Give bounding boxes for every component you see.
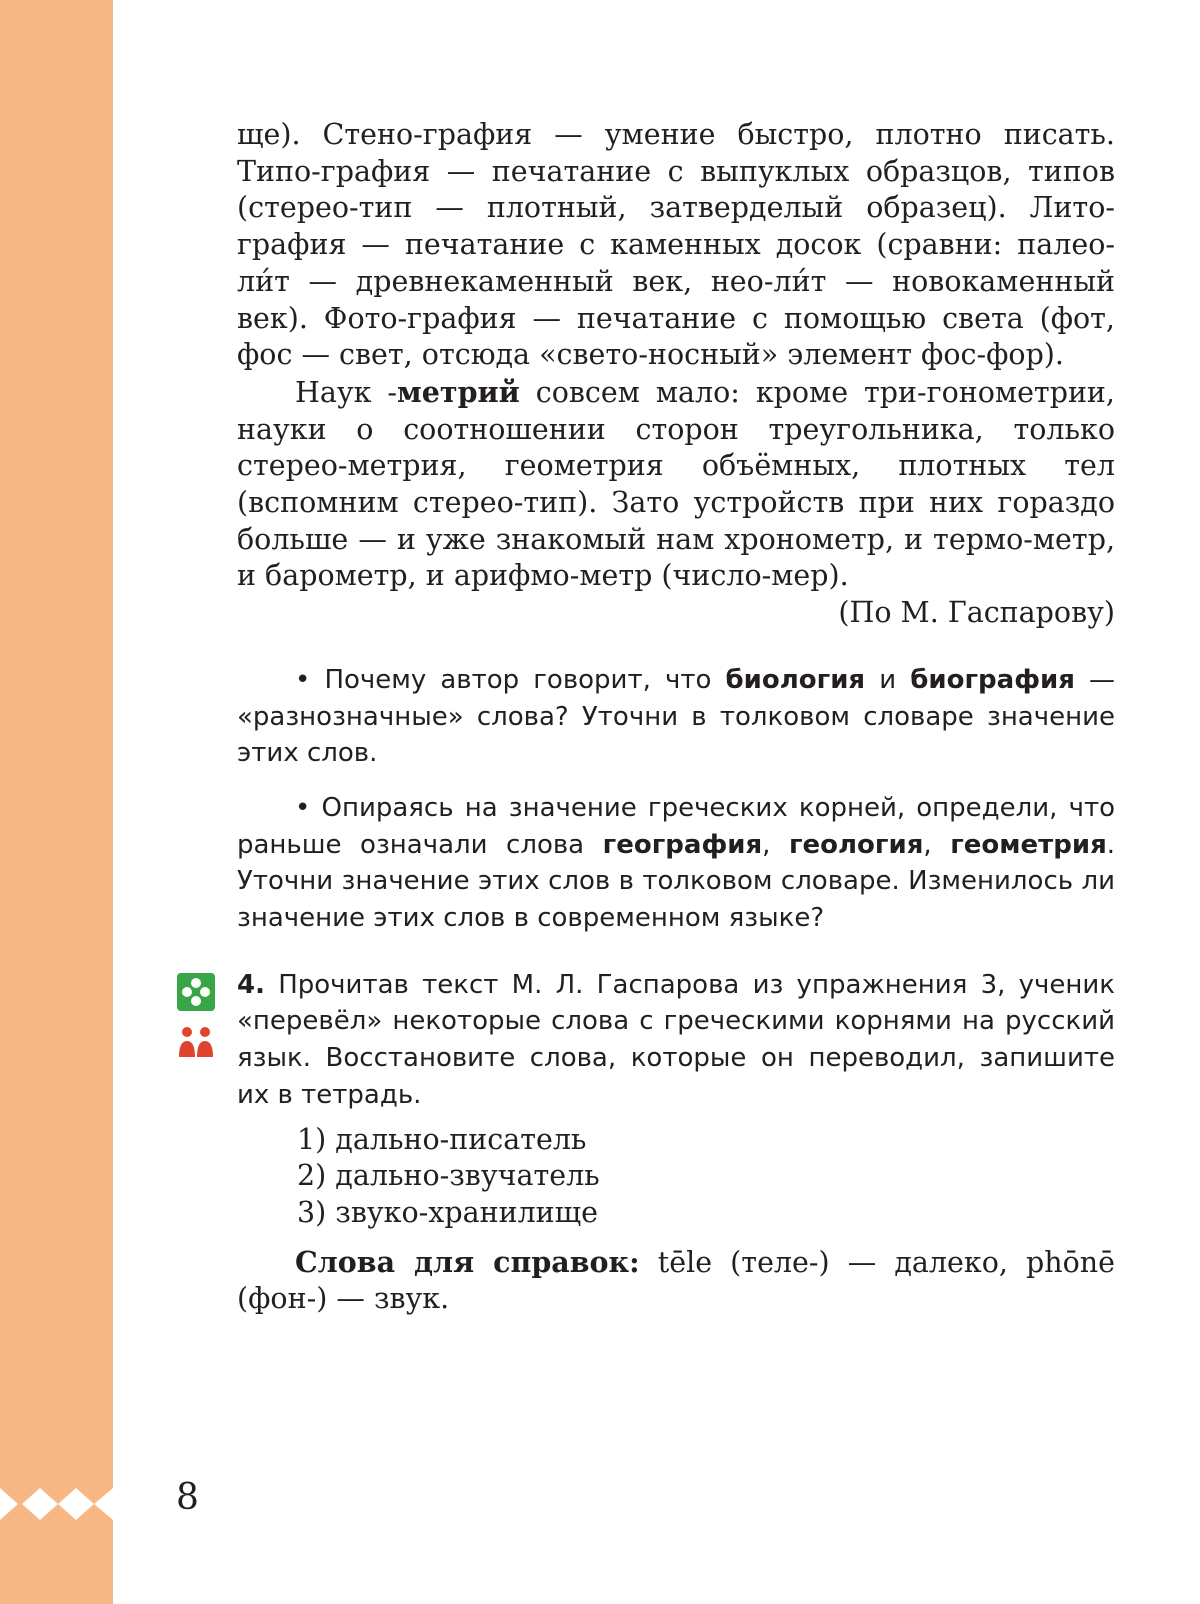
passage-paragraph-2 — [237, 374, 1115, 595]
question-text: . Уточни значение этих слов в толковом словаре. Изменилось ли значение этих слов в современном языке? — [237, 829, 1116, 934]
word-list — [297, 1122, 1115, 1232]
bullet: • — [295, 792, 311, 823]
list-item: 2) дально-звучатель — [297, 1159, 600, 1193]
ornament-pattern-icon — [0, 1484, 113, 1524]
list-item: 1) дально-писатель — [297, 1122, 587, 1156]
question-text: — «разнозначные» слова? Уточни в толковом словаре значение этих слов. — [237, 664, 1116, 769]
question-text: , — [762, 829, 789, 860]
exercise-4 — [237, 967, 1115, 1318]
page-content — [237, 117, 1115, 1318]
page-number: 8 — [176, 1477, 199, 1518]
bold-term: геология — [788, 829, 924, 860]
reference-text: tēle (теле-) — далеко, phōnē (фон-) — звук. — [237, 1245, 1115, 1316]
reference-label: Слова для справок: — [295, 1244, 640, 1279]
question-text: Почему автор говорит, что — [310, 664, 726, 695]
question-text: , — [923, 829, 951, 860]
question-2 — [237, 790, 1115, 937]
bold-term: биография — [910, 664, 1075, 695]
margin-band — [0, 0, 113, 1604]
group-work-icon — [177, 1025, 215, 1061]
list-item: 3) звуко-хранилище — [297, 1195, 599, 1229]
bold-term: геометрия — [950, 829, 1107, 860]
exercise-icons — [177, 973, 217, 1061]
question-text: Опираясь на значение греческих корней, определи, что раньше означали слова — [237, 792, 1115, 860]
exercise-text — [237, 967, 1115, 1114]
task-flower-icon — [177, 973, 215, 1011]
bold-term: биология — [725, 664, 866, 695]
bullet: • — [295, 664, 311, 695]
passage-source: (По М. Гаспарову) — [838, 596, 1115, 630]
bold-term: география — [602, 829, 763, 860]
passage-text: Наук - — [295, 375, 398, 409]
bold-term: метрий — [397, 374, 520, 409]
passage-paragraph-1 — [237, 117, 1115, 374]
question-text: и — [865, 664, 911, 695]
exercise-body: Прочитав текст М. Л. Гаспарова из упражнения 3, ученик «перевёл» некоторые слова с греческими корнями на русский язык. Восстановите слова, которые он переводил, запишите их в тетрадь. — [237, 969, 1115, 1110]
exercise-number: 4. — [237, 969, 265, 1000]
reference-words — [237, 1244, 1115, 1318]
passage-text: совсем мало: кроме три-гонометрии, науки о соотношении сторон треугольника, только стерео-метрия, геометрия объёмных, плотных тел (вспомним стерео-тип). Зато устройств при них гораздо больше — и уже знакомый нам хронометр, и термо-метр, и барометр, и арифмо-метр (число-мер). — [237, 375, 1115, 593]
question-1 — [237, 662, 1115, 772]
passage-text: ще). Стено-графия — умение быстро, плотно писать. Типо-графия — печатание с выпуклых образцов, типов (стерео-тип — плотный, затверделый образец). Лито-графия — печатание с каменных досок (сравни: палео-ли́т — древнекаменный век, нео-ли́т — новокаменный век). Фото-графия — печатание с помощью света (фот, фос — свет, отсюда «свето-носный» элемент фос-фор). — [237, 118, 1115, 372]
